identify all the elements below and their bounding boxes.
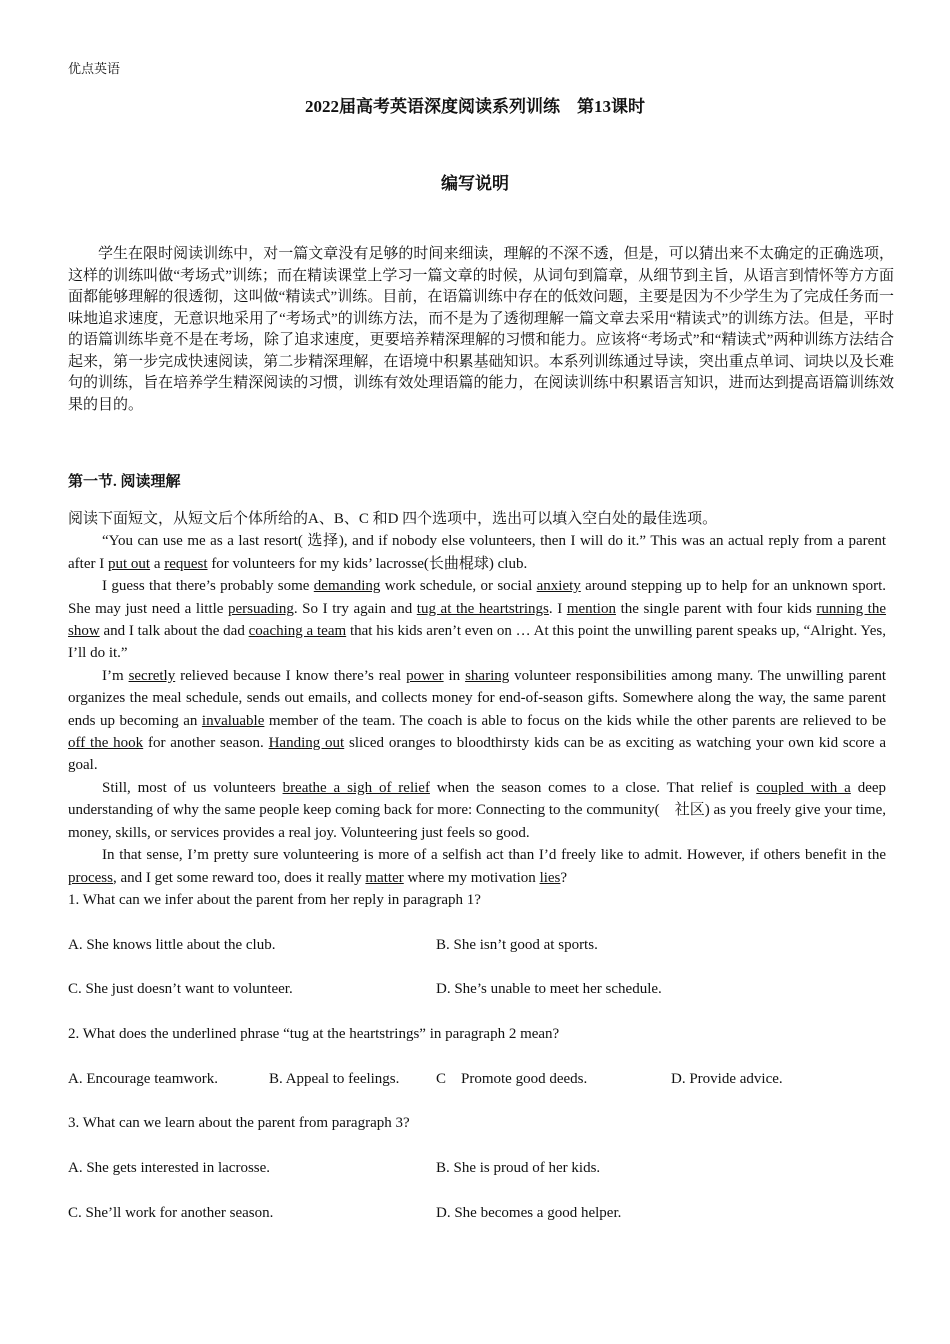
underlined-phrase: mention: [566, 600, 616, 617]
underlined-phrase: put out: [107, 555, 151, 572]
underlined-phrase: sharing: [465, 667, 510, 684]
underlined-phrase: power: [406, 667, 444, 684]
instruction-text: 阅读下面短文，从短文后个体所给的A、B、C 和D 四个选项中，选出可以填入空白处的最佳选项。: [68, 511, 718, 527]
underlined-phrase: persuading: [228, 600, 294, 617]
header-brand: 优点英语: [68, 61, 121, 76]
option-c[interactable]: C. She’ll work for another season.: [68, 1204, 274, 1221]
underlined-phrase: process: [68, 869, 113, 886]
question-3-stem: 3. What can we learn about the parent from paragraph 3?: [68, 1115, 410, 1132]
passage-paragraph-2: I guess that there’s probably some demanding work schedule, or social anxiety around stepping up to help for an unknown sport. She may just need a little persuading. So I try again and tug at the heartstrings. I mention the single parent with four kids running the show and I talk about the dad coaching a team that his kids aren’t even on … At this point the unwilling parent speaks up, “Alright. Yes, I’ll do it.”: [68, 578, 887, 662]
option-a[interactable]: A. Encourage teamwork.: [68, 1070, 218, 1087]
underlined-phrase: invaluable: [201, 712, 265, 729]
passage-paragraph-5: In that sense, I’m pretty sure volunteering is more of a selfish act than I’d freely like to admit. However, if others benefit in the process, and I get some reward too, does it really matter where my motivation lies?: [68, 847, 886, 886]
underlined-phrase: coupled with a: [756, 779, 851, 796]
option-d[interactable]: D. Provide advice.: [671, 1070, 783, 1087]
option-d[interactable]: D. She’s unable to meet her schedule.: [436, 981, 662, 998]
question-list: [68, 889, 886, 1247]
option-d[interactable]: D. She becomes a good helper.: [436, 1204, 622, 1221]
option-c[interactable]: C Promote good deeds.: [436, 1070, 588, 1087]
reading-passage: [68, 508, 886, 889]
underlined-phrase: coaching a team: [248, 623, 347, 640]
question-1-options-row-2: [68, 978, 886, 1000]
underlined-phrase: anxiety: [536, 578, 581, 595]
option-c[interactable]: C. She just doesn’t want to volunteer.: [68, 981, 293, 998]
option-b[interactable]: B. She is proud of her kids.: [436, 1160, 601, 1177]
passage-paragraph-4: Still, most of us volunteers breathe a sigh of relief when the season comes to a close. That relief is coupled with a deep understanding of why the same people keep coming back for more: Connecting to the community( 社区) as you freely give your time, money, skills, or services provides a real joy. Volunteering just feels so good.: [68, 779, 887, 841]
page-title: 2022届高考英语深度阅读系列训练 第13课时: [305, 97, 645, 116]
question-2-stem: 2. What does the underlined phrase “tug at the heartstrings” in paragraph 2 mean?: [68, 1026, 560, 1043]
intro-paragraph: 学生在限时阅读训练中，对一篇文章没有足够的时间来细读，理解的不深不透，但是，可以猜出来不太确定的正确选项，这样的训练叫做“考场式”训练；而在精读课堂上学习一篇文章的时候，从词句到篇章，从细节到主旨，从语言到情怀等方方面面都能够理解的很透彻，这叫做“精读式”训练。目前，在语篇训练中存在的低效问题，主要是因为不少学生为了完成任务而一味地追求速度，无意识地采用了“考场式”的训练方法，而不是为了透彻理解一篇文章去采用“精读式”的训练方法。但是，平时的语篇训练毕竟不是在考场，除了追求速度，更要培养精深理解的习惯和能力。应该将“考场式”和“精读式”两种训练方法结合起来，第一步完成快速阅读，第二步精深理解，在语境中积累基础知识。本系列训练通过导读，突出重点单词、词块以及长难句的训练，旨在培养学生精深阅读的习惯，训练有效处理语篇的能力，在阅读训练中积累语言知识，进而达到提高语篇训练效果的目的。: [68, 246, 894, 413]
section-title: 第一节. 阅读理解: [68, 474, 181, 490]
underlined-phrase: Handing out: [268, 735, 345, 752]
underlined-phrase: off the hook: [68, 735, 144, 752]
underlined-phrase: request: [164, 555, 208, 572]
passage-paragraph-3: I’m secretly relieved because I know there’s real power in sharing volunteer responsibilities among many. The unwilling parent organizes the meal schedule, sends out emails, and collects money for end-of-season gifts. Somewhere along the way, the same parent ends up becoming an invaluable member of the team. The coach is able to focus on the kids while the other parents are relieved to be off the hook for another season. Handing out sliced oranges to bloodthirsty kids can be as exciting as watching your own kid score a goal.: [68, 667, 886, 774]
question-2-options-row: [68, 1068, 886, 1090]
underlined-phrase: matter: [365, 869, 404, 886]
passage-paragraph-1: “You can use me as a last resort( 选择), and if nobody else volunteers, then I will do it.” This was an actual reply from a parent after I put out a request for volunteers for my kids’ lacrosse(长曲棍球) club.: [68, 533, 886, 572]
underlined-phrase: demanding: [313, 578, 381, 595]
option-b[interactable]: B. She isn’t good at sports.: [436, 936, 598, 953]
question-1-options-row-1: [68, 934, 886, 956]
option-a[interactable]: A. She knows little about the club.: [68, 936, 276, 953]
question-1-stem: 1. What can we infer about the parent from her reply in paragraph 1?: [68, 892, 481, 908]
underlined-phrase: lies: [539, 869, 561, 886]
underlined-phrase: breathe a sigh of relief: [282, 779, 430, 796]
underlined-phrase: tug at the heartstrings: [416, 600, 549, 617]
underlined-phrase: secretly: [128, 667, 176, 684]
page-subtitle: 编写说明: [441, 174, 509, 193]
option-b[interactable]: B. Appeal to feelings.: [269, 1070, 400, 1087]
question-3-options-row-2: [68, 1202, 886, 1224]
underlined-phrase: running the show: [68, 600, 887, 640]
option-a[interactable]: A. She gets interested in lacrosse.: [68, 1160, 271, 1177]
question-3-options-row-1: [68, 1157, 886, 1179]
